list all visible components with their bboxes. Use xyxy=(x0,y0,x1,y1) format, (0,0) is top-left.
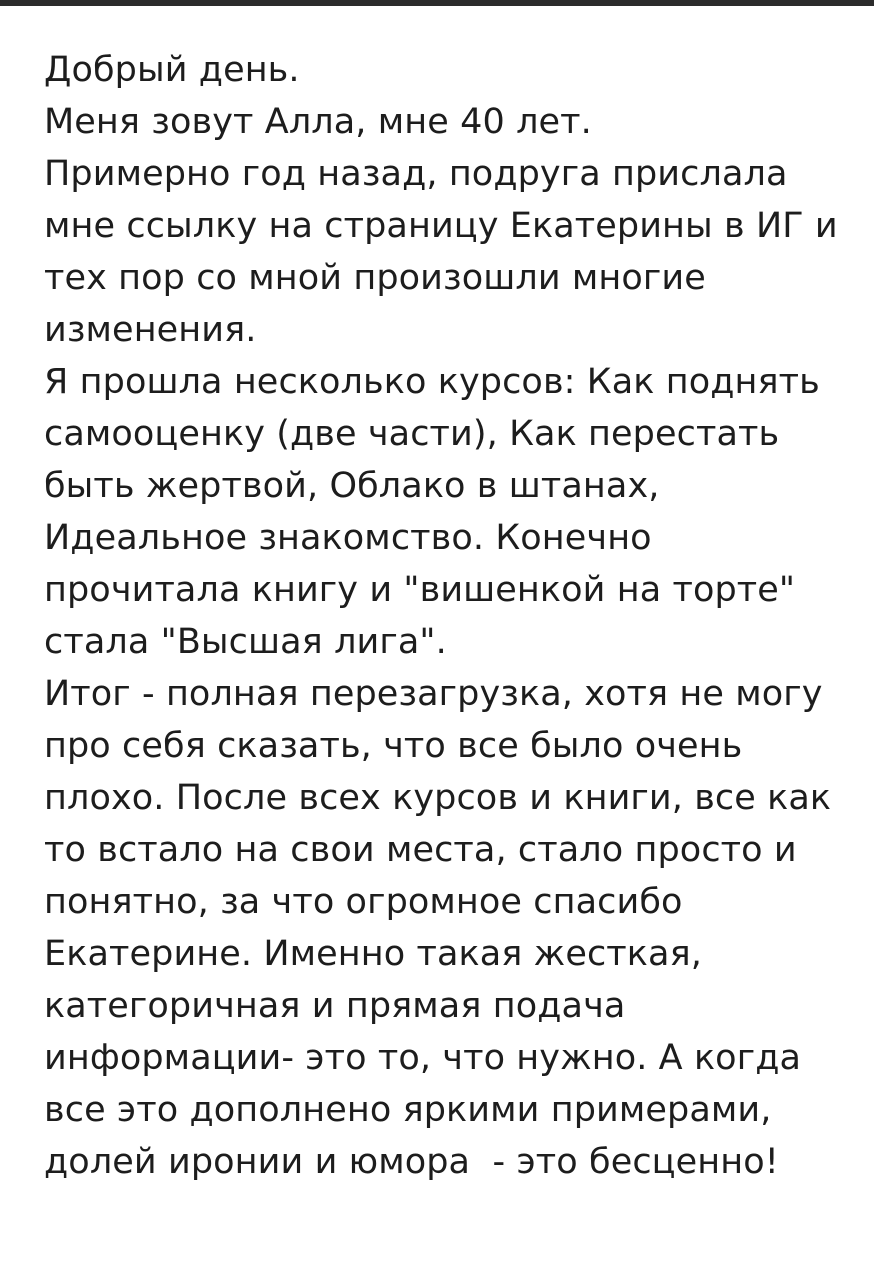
paragraph-greeting: Добрый день. xyxy=(44,50,300,90)
paragraph-courses: Я прошла несколько курсов: Как поднять самооценку (две части), Как перестать быть жертвой, Облако в штанах, Идеальное знакомство. Конечно прочитала книгу и "вишенкой на торте" стала "Высшая лига". xyxy=(44,362,832,662)
paragraph-conclusion: Итог - полная перезагрузка, хотя не могу про себя сказать, что все было очень плохо. После всех курсов и книги, все как то встало на свои места, стало просто и понятно, за что огромное спасибо Екатерине. Именно такая жесткая, категоричная и прямая подача информации- это то, что нужно. А когда все это дополнено яркими примерами, долей иронии и юмора - это бесценно! xyxy=(44,674,843,1182)
paragraph-introduction: Меня зовут Алла, мне 40 лет. xyxy=(44,102,592,142)
paragraph-background: Примерно год назад, подруга прислала мне ссылку на страницу Екатерины в ИГ и тех пор со мной произошли многие изменения. xyxy=(44,154,849,350)
testimonial-text-block xyxy=(44,44,849,1188)
top-divider xyxy=(0,0,874,6)
